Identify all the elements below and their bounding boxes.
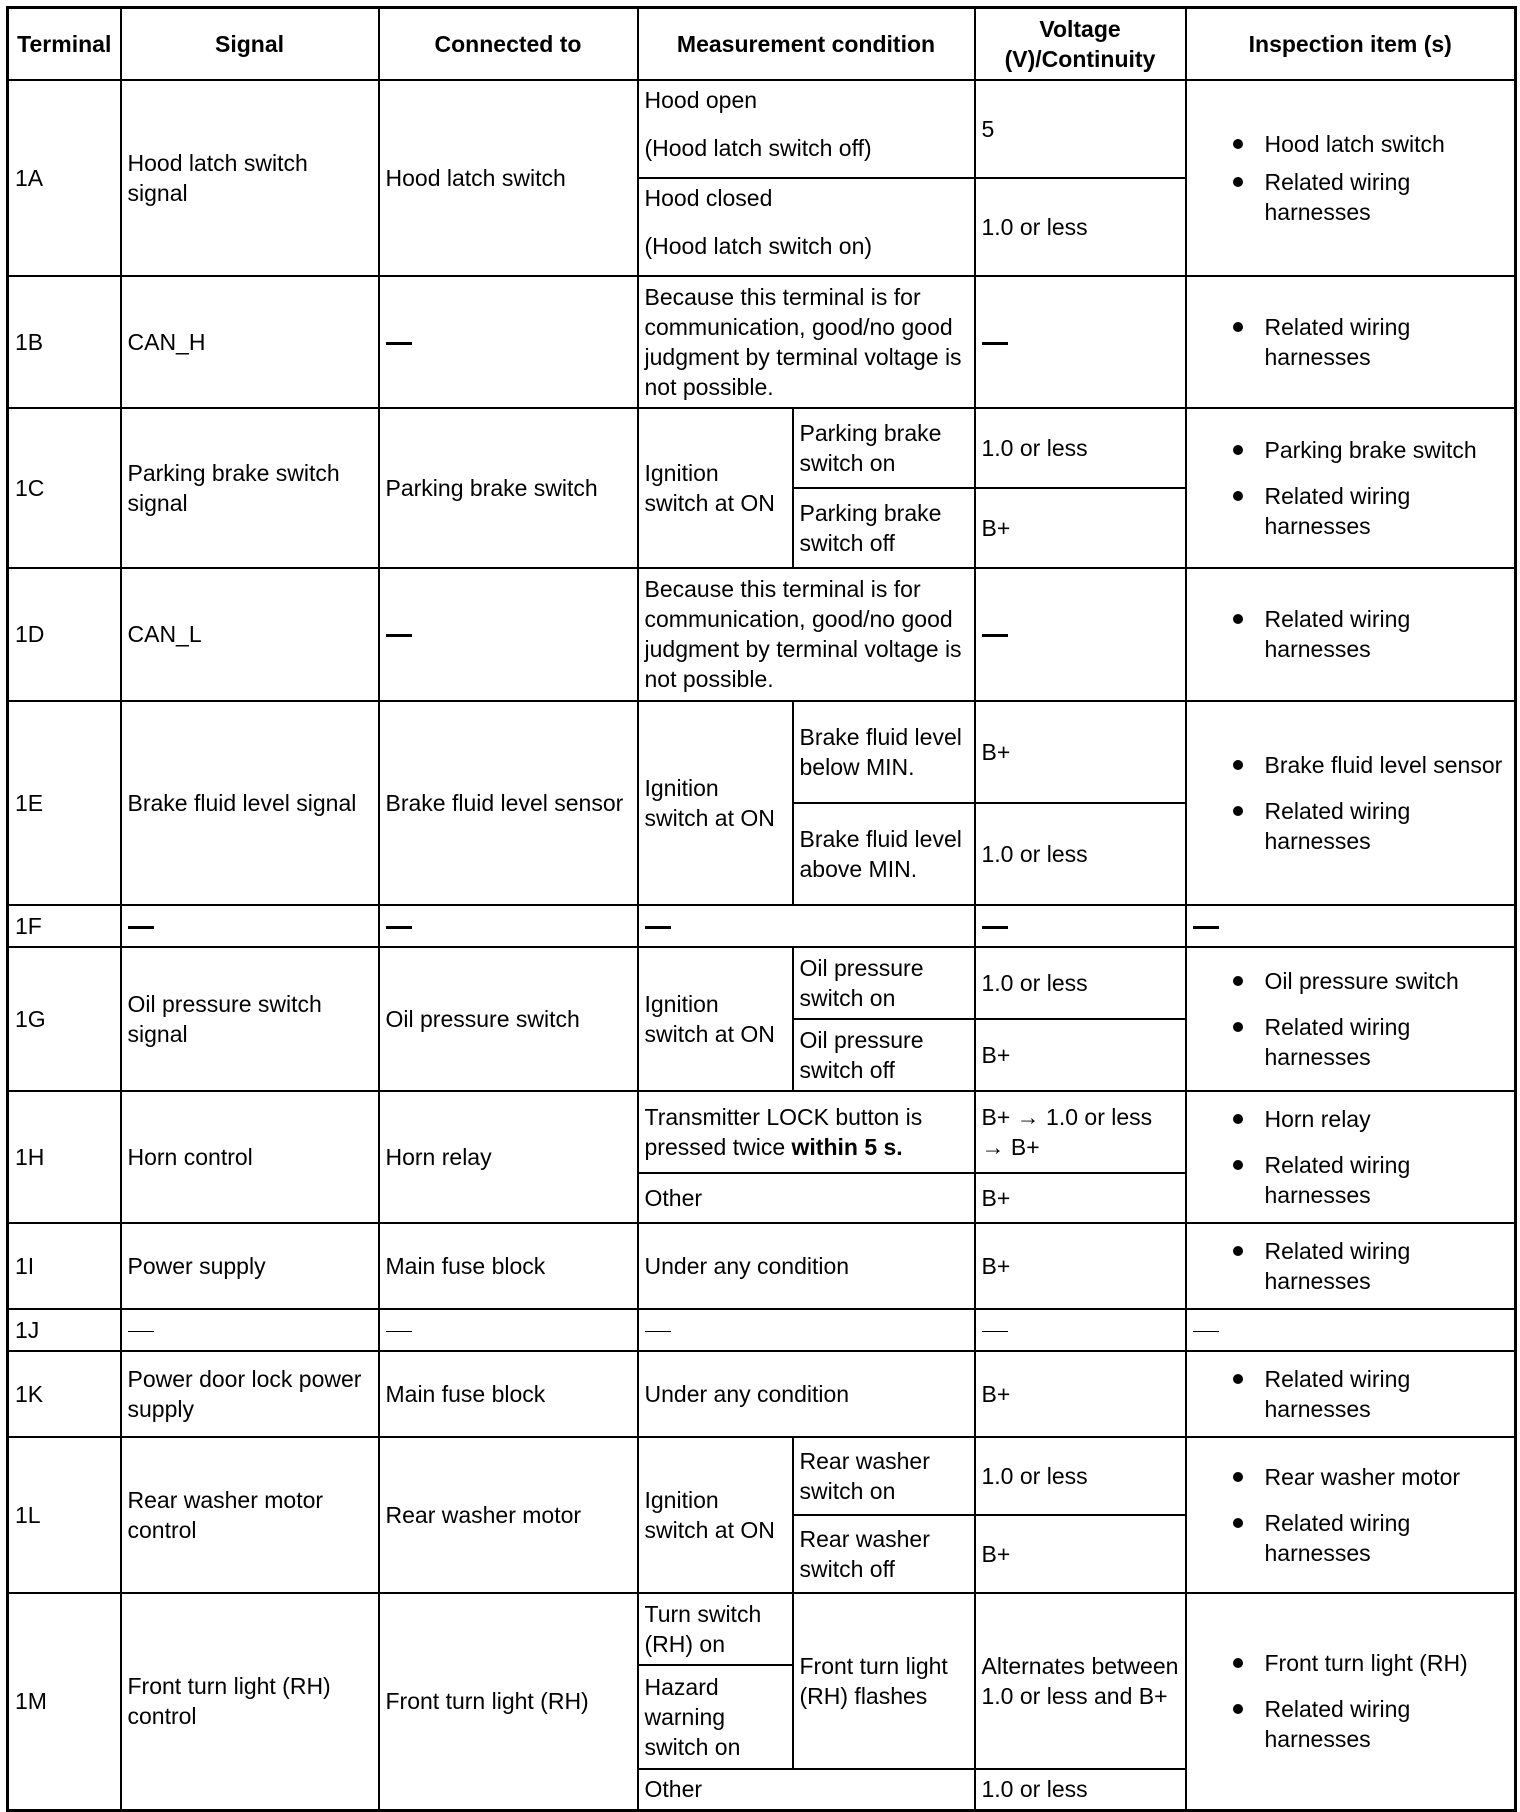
list-item: Related wiring harnesses — [1197, 1694, 1509, 1754]
connected-cell — [379, 905, 638, 947]
voltage-cell: 1.0 or less — [975, 1769, 1186, 1811]
bullet-icon — [1233, 1518, 1243, 1528]
condition-cell: Under any condition — [638, 1223, 975, 1309]
voltage-cell: 1.0 or less — [975, 408, 1186, 488]
header-connected-to: Connected to — [379, 8, 638, 80]
condition-cell — [638, 1309, 975, 1351]
list-item: Related wiring harnesses — [1197, 1236, 1509, 1296]
connected-cell: Oil pressure switch — [379, 947, 638, 1091]
voltage-cell: B+ — [975, 1351, 1186, 1437]
signal-cell: Hood latch switch signal — [121, 80, 379, 276]
list-item: Brake fluid level sensor — [1197, 750, 1509, 780]
inspection-cell — [1186, 1437, 1516, 1593]
bullet-icon — [1233, 445, 1243, 455]
voltage-cell: Alternates between 1.0 or less and B+ — [975, 1593, 1186, 1769]
voltage-cell: 1.0 or less — [975, 803, 1186, 905]
table-row — [8, 947, 1516, 1019]
bullet-icon — [1233, 614, 1243, 624]
condition-cell: Under any condition — [638, 1351, 975, 1437]
connected-cell: Main fuse block — [379, 1351, 638, 1437]
sub-condition-cell: Brake fluid level above MIN. — [793, 803, 975, 905]
dash — [386, 342, 412, 345]
bullet-icon — [1233, 760, 1243, 770]
signal-cell: CAN_H — [121, 276, 379, 408]
bullet-icon — [1233, 177, 1243, 187]
table-row — [8, 568, 1516, 701]
list-item: Oil pressure switch — [1197, 966, 1509, 996]
sub-condition-cell: Oil pressure switch on — [793, 947, 975, 1019]
condition-cell: Other — [638, 1173, 975, 1223]
sub-condition-cell: Brake fluid level below MIN. — [793, 701, 975, 803]
bullet-icon — [1233, 976, 1243, 986]
connected-cell: Hood latch switch — [379, 80, 638, 276]
list-item: Related wiring harnesses — [1197, 481, 1509, 541]
signal-cell: Power door lock power supply — [121, 1351, 379, 1437]
connected-cell: Horn relay — [379, 1091, 638, 1223]
terminal-inspection-table — [6, 6, 1517, 1812]
sub-condition-cell: Parking brake switch off — [793, 488, 975, 568]
condition-cell: Ignition switch at ON — [638, 1437, 793, 1593]
connected-cell — [379, 568, 638, 701]
table-row — [8, 276, 1516, 408]
dash — [982, 342, 1008, 345]
condition-cell: Turn switch (RH) on — [638, 1593, 793, 1665]
table-row — [8, 80, 1516, 178]
inspection-cell — [1186, 568, 1516, 701]
condition-cell: Hazard warning switch on — [638, 1665, 793, 1769]
bullet-icon — [1233, 1022, 1243, 1032]
list-item: Related wiring harnesses — [1197, 1150, 1509, 1210]
terminal-table-container — [6, 6, 1514, 1803]
bullet-icon — [1233, 491, 1243, 501]
inspection-cell — [1186, 947, 1516, 1091]
list-item: Front turn light (RH) — [1197, 1648, 1509, 1678]
terminal-cell: 1L — [8, 1437, 121, 1593]
list-item: Horn relay — [1197, 1104, 1509, 1134]
voltage-cell: B+ — [975, 1223, 1186, 1309]
table-row — [8, 701, 1516, 803]
table-row — [8, 408, 1516, 488]
dash — [982, 634, 1008, 637]
list-item: Related wiring harnesses — [1197, 312, 1509, 372]
inspection-cell — [1186, 1309, 1516, 1351]
voltage-cell — [975, 1309, 1186, 1351]
dash — [128, 1331, 154, 1332]
inspection-cell — [1186, 1351, 1516, 1437]
list-item: Hood latch switch — [1197, 129, 1509, 159]
header-row — [8, 8, 1516, 80]
dash — [1193, 1331, 1219, 1332]
dash — [386, 634, 412, 637]
voltage-cell: B+ — [975, 1019, 1186, 1091]
terminal-cell: 1F — [8, 905, 121, 947]
header-signal: Signal — [121, 8, 379, 80]
signal-cell: Horn control — [121, 1091, 379, 1223]
connected-cell: Brake fluid level sensor — [379, 701, 638, 905]
bullet-icon — [1233, 1704, 1243, 1714]
voltage-cell — [975, 905, 1186, 947]
condition-cell: Ignition switch at ON — [638, 408, 793, 568]
list-item: Parking brake switch — [1197, 435, 1509, 465]
connected-cell: Front turn light (RH) — [379, 1593, 638, 1811]
header-inspection-items: Inspection item (s) — [1186, 8, 1516, 80]
condition-cell: Hood closed (Hood latch switch on) — [638, 178, 975, 276]
table-row — [8, 1351, 1516, 1437]
condition-cell: Other — [638, 1769, 975, 1811]
inspection-cell — [1186, 1091, 1516, 1223]
sub-condition-cell: Rear washer switch on — [793, 1437, 975, 1515]
condition-cell: Because this terminal is for communication, good/no good judgment by terminal voltage is not possible. — [638, 276, 975, 408]
terminal-cell: 1C — [8, 408, 121, 568]
inspection-cell — [1186, 408, 1516, 568]
condition-cell: Transmitter LOCK button is pressed twice within 5 s. — [638, 1091, 975, 1174]
table-row — [8, 1593, 1516, 1665]
bullet-icon — [1233, 1114, 1243, 1124]
condition-cell: Ignition switch at ON — [638, 947, 793, 1091]
bullet-icon — [1233, 139, 1243, 149]
table-row — [8, 905, 1516, 947]
bullet-icon — [1233, 1160, 1243, 1170]
connected-cell — [379, 276, 638, 408]
connected-cell: Parking brake switch — [379, 408, 638, 568]
signal-cell: Power supply — [121, 1223, 379, 1309]
sub-condition-cell: Front turn light (RH) flashes — [793, 1593, 975, 1769]
inspection-cell — [1186, 1223, 1516, 1309]
connected-cell: Main fuse block — [379, 1223, 638, 1309]
table-row — [8, 1223, 1516, 1309]
voltage-cell: 1.0 or less — [975, 178, 1186, 276]
dash — [645, 926, 671, 929]
dash — [645, 1331, 671, 1332]
voltage-cell: B+ — [975, 1173, 1186, 1223]
list-item: Related wiring harnesses — [1197, 604, 1509, 664]
bullet-icon — [1233, 1658, 1243, 1668]
signal-cell — [121, 905, 379, 947]
terminal-cell: 1H — [8, 1091, 121, 1223]
header-voltage: Voltage (V)/Continuity — [975, 8, 1186, 80]
list-item: Related wiring harnesses — [1197, 1508, 1509, 1568]
voltage-cell: 1.0 or less — [975, 947, 1186, 1019]
inspection-cell — [1186, 276, 1516, 408]
header-measurement-condition: Measurement condition — [638, 8, 975, 80]
list-item: Related wiring harnesses — [1197, 796, 1509, 856]
voltage-cell — [975, 568, 1186, 701]
condition-cell — [638, 905, 975, 947]
bullet-icon — [1233, 1246, 1243, 1256]
dash — [982, 926, 1008, 929]
signal-cell — [121, 1309, 379, 1351]
terminal-cell: 1I — [8, 1223, 121, 1309]
terminal-cell: 1K — [8, 1351, 121, 1437]
terminal-cell: 1M — [8, 1593, 121, 1811]
terminal-cell: 1G — [8, 947, 121, 1091]
table-row — [8, 1437, 1516, 1515]
dash — [982, 1331, 1008, 1332]
sub-condition-cell: Parking brake switch on — [793, 408, 975, 488]
list-item: Related wiring harnesses — [1197, 1012, 1509, 1072]
signal-cell: Oil pressure switch signal — [121, 947, 379, 1091]
voltage-cell: 5 — [975, 80, 1186, 178]
terminal-cell: 1B — [8, 276, 121, 408]
inspection-cell — [1186, 905, 1516, 947]
signal-cell: Front turn light (RH) control — [121, 1593, 379, 1811]
inspection-cell — [1186, 1593, 1516, 1811]
dash — [386, 1331, 412, 1332]
table-row — [8, 1309, 1516, 1351]
dash — [128, 926, 154, 929]
header-terminal: Terminal — [8, 8, 121, 80]
terminal-cell: 1J — [8, 1309, 121, 1351]
inspection-cell — [1186, 701, 1516, 905]
signal-cell: Brake fluid level signal — [121, 701, 379, 905]
condition-cell: Because this terminal is for communication, good/no good judgment by terminal voltage is not possible. — [638, 568, 975, 701]
terminal-cell: 1A — [8, 80, 121, 276]
voltage-cell: B+ — [975, 701, 1186, 803]
dash — [386, 926, 412, 929]
sub-condition-cell: Oil pressure switch off — [793, 1019, 975, 1091]
terminal-cell: 1E — [8, 701, 121, 905]
connected-cell — [379, 1309, 638, 1351]
condition-cell: Ignition switch at ON — [638, 701, 793, 905]
signal-cell: Rear washer motor control — [121, 1437, 379, 1593]
sub-condition-cell: Rear washer switch off — [793, 1515, 975, 1593]
signal-cell: CAN_L — [121, 568, 379, 701]
signal-cell: Parking brake switch signal — [121, 408, 379, 568]
bullet-icon — [1233, 806, 1243, 816]
inspection-cell — [1186, 80, 1516, 276]
dash — [1193, 926, 1219, 929]
voltage-cell: B+ — [975, 1515, 1186, 1593]
bullet-icon — [1233, 1374, 1243, 1384]
list-item: Rear washer motor — [1197, 1462, 1509, 1492]
voltage-cell: 1.0 or less — [975, 1437, 1186, 1515]
list-item: Related wiring harnesses — [1197, 167, 1509, 227]
list-item: Related wiring harnesses — [1197, 1364, 1509, 1424]
bullet-icon — [1233, 322, 1243, 332]
terminal-cell: 1D — [8, 568, 121, 701]
voltage-cell: B+ — [975, 488, 1186, 568]
bullet-icon — [1233, 1472, 1243, 1482]
voltage-cell — [975, 276, 1186, 408]
voltage-cell: B+ → 1.0 or less → B+ — [975, 1091, 1186, 1174]
connected-cell: Rear washer motor — [379, 1437, 638, 1593]
table-row — [8, 1091, 1516, 1174]
condition-cell: Hood open (Hood latch switch off) — [638, 80, 975, 178]
